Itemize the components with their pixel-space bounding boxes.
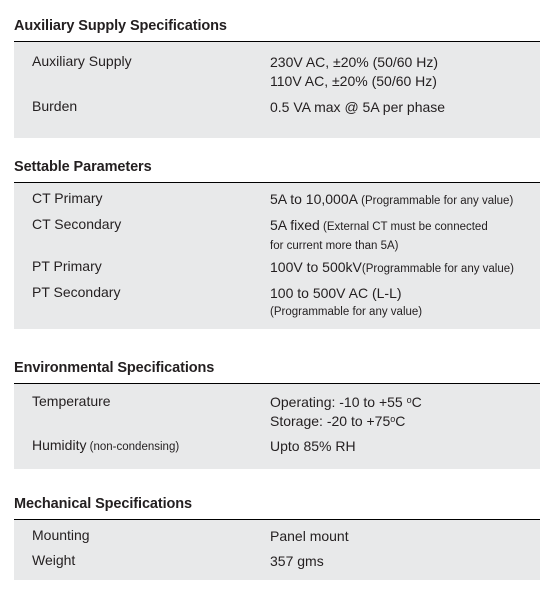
spec-table <box>14 520 540 580</box>
spec-value: Panel mount <box>270 528 349 544</box>
spec-label: Weight <box>32 552 76 568</box>
spec-value: 5A to 10,000A (Programmable for any value) <box>270 191 514 207</box>
spec-label: Burden <box>32 98 78 114</box>
section-title: Settable Parameters <box>14 159 152 175</box>
spec-label: Auxiliary Supply <box>32 53 132 69</box>
spec-value: 100V to 500kV(Programmable for any value) <box>270 259 514 275</box>
section-title: Mechanical Specifications <box>14 496 193 512</box>
spec-value: Upto 85% RH <box>270 438 356 454</box>
spec-value: 357 gms <box>270 553 324 569</box>
spec-table <box>14 384 540 469</box>
spec-label: Mounting <box>32 527 90 543</box>
spec-value: 100 to 500V AC (L-L) (Programmable for any value) <box>270 285 423 318</box>
spec-table <box>14 183 540 329</box>
spec-label: PT Primary <box>32 258 102 274</box>
section-title: Auxiliary Supply Specifications <box>14 18 227 34</box>
spec-label: CT Secondary <box>32 216 122 232</box>
spec-value: 230V AC, ±20% (50/60 Hz) 110V AC, ±20% (50/60 Hz) <box>270 54 438 89</box>
spec-table <box>14 42 540 138</box>
spec-value: 5A fixed (External CT must be connected for current more than 5A) <box>270 217 488 252</box>
spec-label: PT Secondary <box>32 284 121 300</box>
spec-value: Operating: -10 to +55 $^o$C Storage: -20 to $+75^oC$ <box>270 394 422 429</box>
spec-value: 0.5 VA max @ 5A per phase <box>270 99 446 115</box>
section-title: Environmental Specifications <box>14 360 215 376</box>
spec-label: Temperature <box>32 393 111 409</box>
spec-label: CT Primary <box>32 190 103 206</box>
spec-label: Humidity (non-condensing) <box>32 437 180 453</box>
